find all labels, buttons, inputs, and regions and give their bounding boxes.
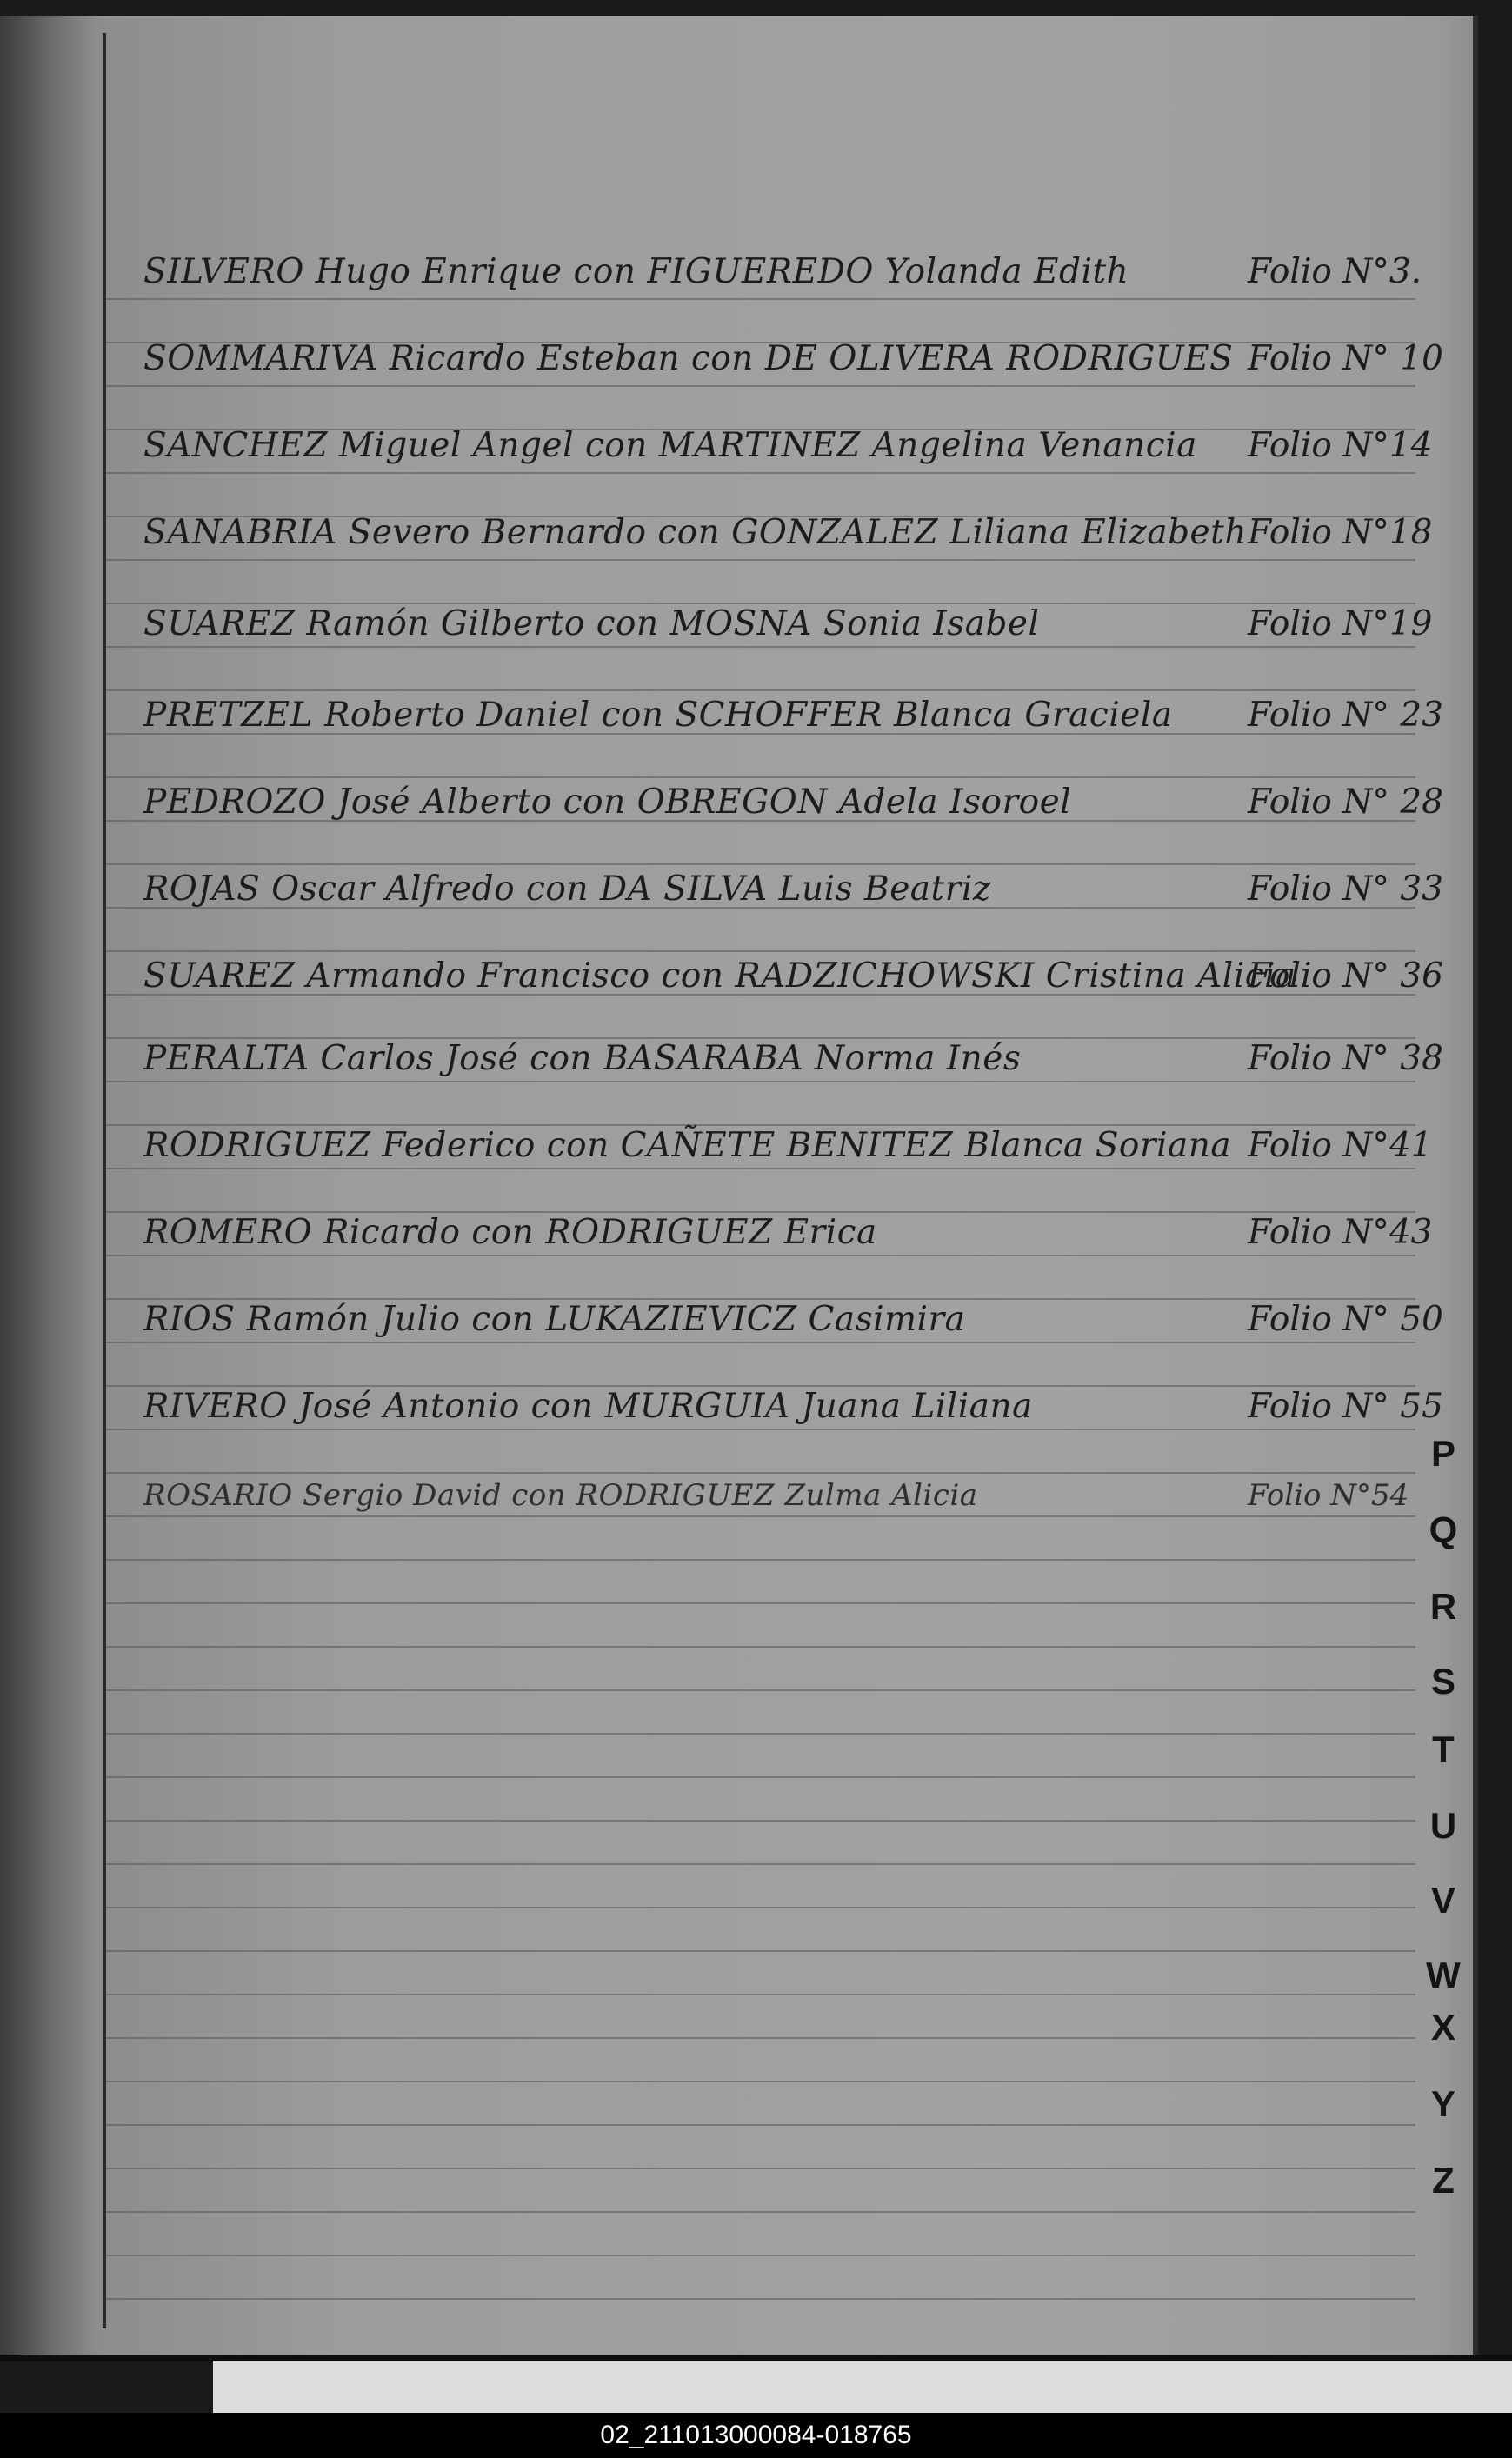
- entry-folio: Folio N°41: [1248, 1126, 1433, 1165]
- entry-names: SANCHEZ Miguel Angel con MARTINEZ Angelina Venancia: [143, 426, 1197, 465]
- ruled-line: [103, 2168, 1415, 2169]
- image-caption: 02_211013000084-018765: [0, 2413, 1512, 2458]
- ruled-line: [103, 1950, 1415, 1952]
- entry-names: RIVERO José Antonio con MURGUIA Juana Liliana: [143, 1387, 1033, 1426]
- entry-folio: Folio N° 55: [1248, 1387, 1443, 1426]
- ruled-line: [103, 559, 1415, 561]
- index-letter: T: [1432, 1729, 1455, 1769]
- entry-names: SUAREZ Armando Francisco con RADZICHOWSKI Cristina Alicia: [143, 956, 1296, 996]
- entry-folio: Folio N° 23: [1248, 696, 1443, 735]
- entry-folio: Folio N°18: [1248, 513, 1433, 552]
- ruled-line: [103, 385, 1415, 387]
- list-item: [143, 316, 1443, 385]
- list-item: [143, 490, 1433, 559]
- list-item: [143, 1016, 1443, 1085]
- ruled-line: [103, 1994, 1415, 1995]
- scanner-strip: [213, 2361, 1512, 2413]
- entry-names: SANABRIA Severo Bernardo con GONZALEZ Liliana Elizabeth: [143, 513, 1247, 552]
- entry-folio: Folio N° 28: [1248, 783, 1443, 822]
- list-item: [143, 1363, 1443, 1433]
- entry-names: RODRIGUEZ Federico con CAÑETE BENITEZ Blanca Soriana: [143, 1126, 1232, 1165]
- entry-names: SOMMARIVA Ricardo Esteban con DE OLIVERA RODRIGUES: [143, 339, 1234, 378]
- ruled-line: [103, 298, 1415, 300]
- ruled-line: [103, 2255, 1415, 2256]
- index-letter: X: [1430, 2007, 1455, 2048]
- entry-names: PRETZEL Roberto Daniel con SCHOFFER Blanca Graciela: [143, 696, 1173, 735]
- ruled-line: [103, 1559, 1415, 1561]
- ruled-line: [103, 2298, 1415, 2300]
- index-letter: Y: [1430, 2083, 1455, 2124]
- ruled-line: [103, 2037, 1415, 2039]
- margin-line: [103, 33, 106, 2328]
- ruled-line: [103, 1907, 1415, 1908]
- entry-folio: Folio N°43: [1248, 1213, 1433, 1252]
- entry-folio: Folio N° 33: [1248, 869, 1443, 909]
- index-letter: R: [1429, 1586, 1457, 1627]
- notebook-page: [0, 16, 1478, 2355]
- entry-names: SILVERO Hugo Enrique con FIGUEREDO Yolanda Edith: [143, 252, 1129, 291]
- list-item: [143, 759, 1443, 829]
- ruled-line: [103, 1602, 1415, 1604]
- entry-folio: Folio N° 50: [1248, 1300, 1443, 1339]
- index-letter: Z: [1432, 2160, 1455, 2201]
- ruled-line: [103, 1733, 1415, 1735]
- index-letter: P: [1430, 1433, 1455, 1474]
- list-item: [143, 229, 1430, 298]
- ruled-line: [103, 1689, 1415, 1691]
- entry-names: SUAREZ Ramón Gilberto con MOSNA Sonia Isabel: [143, 604, 1040, 643]
- entry-names: ROMERO Ricardo con RODRIGUEZ Erica: [143, 1213, 877, 1252]
- list-item: [143, 1450, 1430, 1520]
- binding-shadow: [0, 16, 96, 2355]
- entry-folio: Folio N°19: [1248, 604, 1433, 643]
- ruled-line: [103, 1820, 1415, 1822]
- index-letter: V: [1430, 1880, 1455, 1921]
- entry-folio: Folio N° 10: [1248, 339, 1443, 378]
- index-letter: S: [1430, 1661, 1455, 1702]
- entry-folio: Folio N° 38: [1248, 1039, 1443, 1078]
- index-letter: W: [1426, 1955, 1461, 1995]
- list-item: [143, 1276, 1443, 1346]
- entry-names: PERALTA Carlos José con BASARABA Norma Inés: [143, 1039, 1022, 1078]
- entry-folio: Folio N°3.: [1248, 252, 1422, 291]
- entry-names: ROJAS Oscar Alfredo con DA SILVA Luis Beatriz: [143, 869, 991, 909]
- list-item: [143, 846, 1443, 916]
- list-item: [143, 1102, 1433, 1172]
- ruled-line: [103, 1863, 1415, 1865]
- list-item: [143, 1189, 1433, 1259]
- list-item: [143, 581, 1433, 650]
- ruled-line: [103, 1776, 1415, 1778]
- list-item: [143, 933, 1443, 1003]
- ruled-line: [103, 472, 1415, 474]
- entry-names: PEDROZO José Alberto con OBREGON Adela Isoroel: [143, 783, 1072, 822]
- list-item: [143, 672, 1443, 742]
- entry-folio: Folio N°14: [1248, 426, 1433, 465]
- list-item: [143, 403, 1433, 472]
- index-letter: U: [1429, 1805, 1457, 1846]
- index-letter: Q: [1429, 1509, 1458, 1550]
- ruled-line: [103, 2081, 1415, 2082]
- entry-folio: Folio N°54: [1248, 1478, 1409, 1513]
- ruled-line: [103, 2211, 1415, 2213]
- ruled-line: [103, 2124, 1415, 2126]
- entry-names: RIOS Ramón Julio con LUKAZIEVICZ Casimira: [143, 1300, 966, 1339]
- ruled-line: [103, 1646, 1415, 1648]
- entry-folio: Folio N° 36: [1248, 956, 1443, 996]
- entry-names: ROSARIO Sergio David con RODRIGUEZ Zulma Alicia: [143, 1478, 978, 1513]
